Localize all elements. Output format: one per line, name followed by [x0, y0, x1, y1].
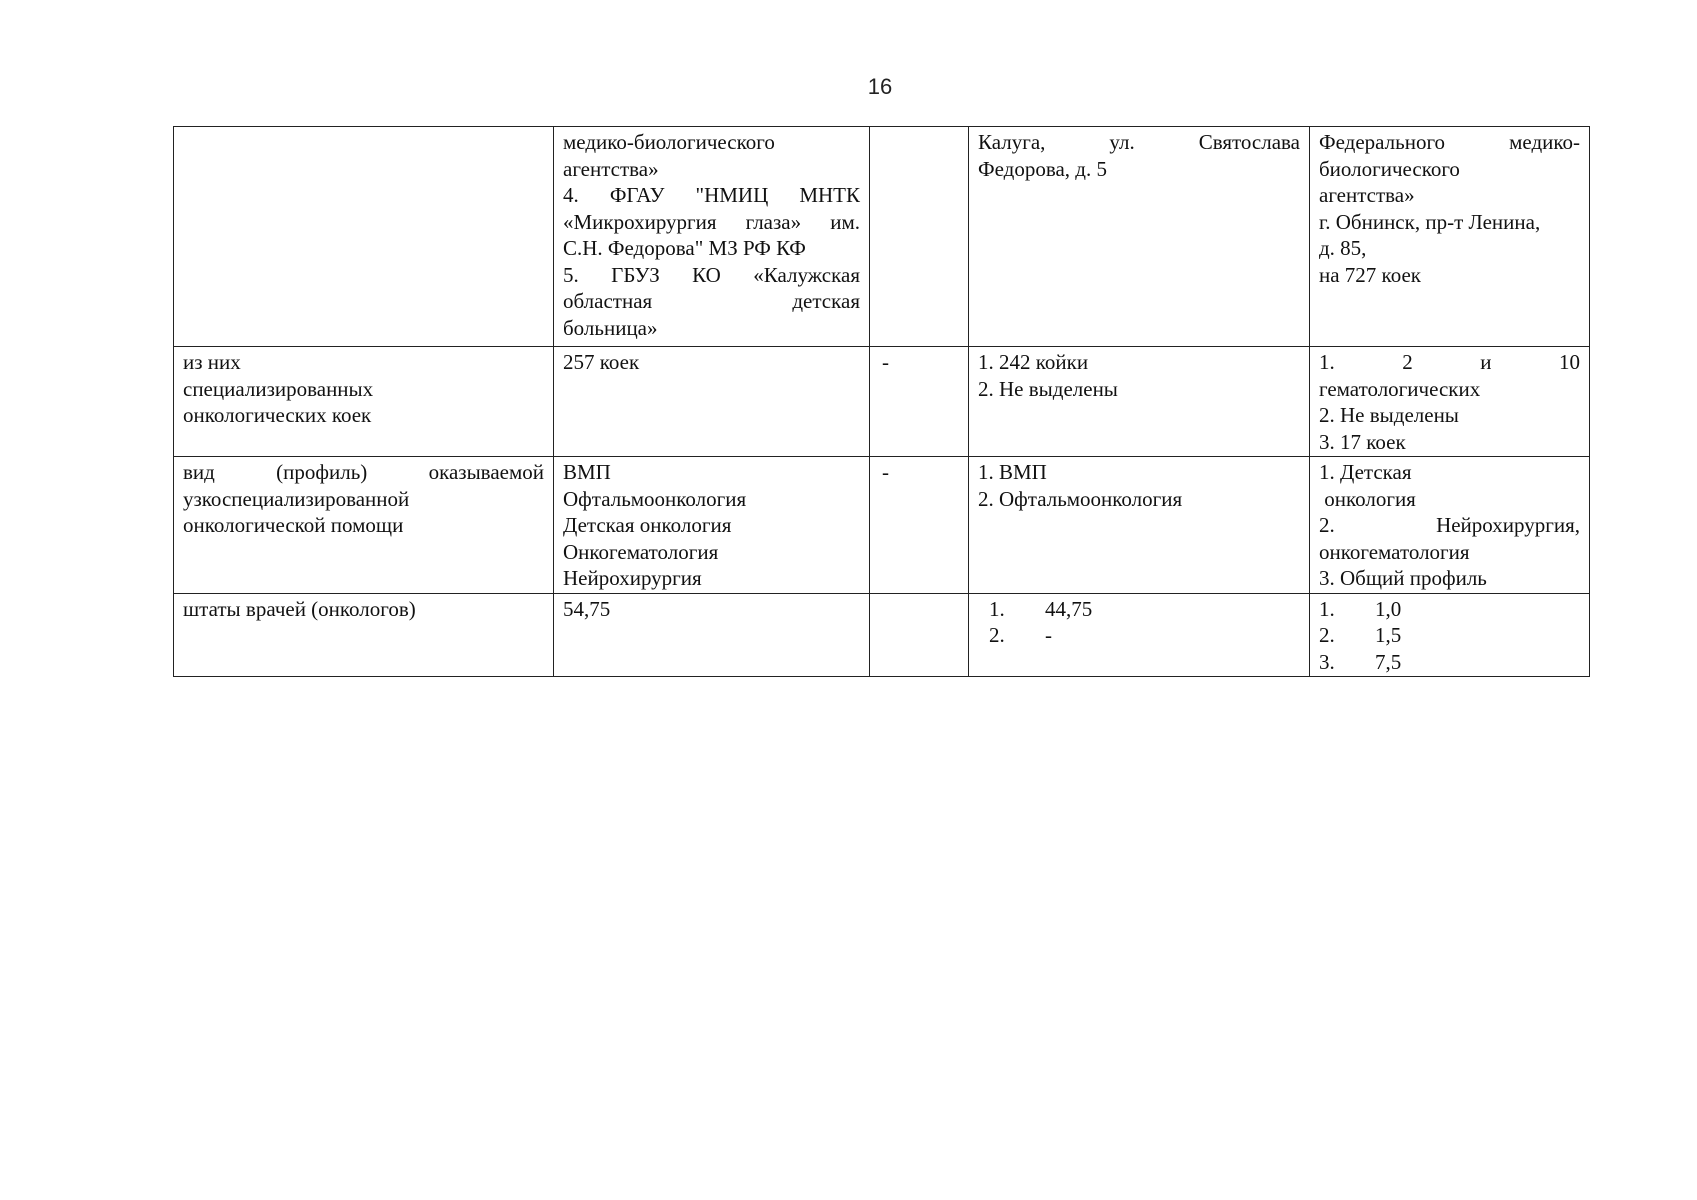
table-cell-label [174, 127, 554, 347]
table-cell-col3 [870, 593, 969, 677]
item-value: 1,0 [1375, 596, 1402, 621]
cell-line: узкоспециализированной [183, 486, 410, 511]
item-value: - [1045, 623, 1052, 647]
cell-line: 54,75 [563, 596, 611, 621]
numbered-item [989, 622, 1300, 649]
table-cell-label [174, 347, 554, 457]
table-cell-label [174, 457, 554, 594]
cell-line: Онкогематология [563, 539, 719, 564]
cell-line: 1. 242 койки [978, 350, 1089, 374]
item-value: 1,5 [1375, 623, 1402, 647]
cell-line: Федорова, д. 5 [978, 156, 1107, 181]
cell-line: С.Н. Федорова" МЗ РФ КФ [563, 236, 806, 260]
item-value: 7,5 [1375, 649, 1402, 674]
cell-line: Офтальмоонкология [563, 486, 747, 511]
cell-line: 2. Нейрохирургия, [1319, 513, 1580, 537]
cell-line: гематологических [1319, 376, 1481, 401]
numbered-item [1319, 649, 1580, 676]
cell-line: 257 коек [563, 350, 640, 374]
cell-line: Нейрохирургия [563, 566, 702, 590]
table-cell-address [969, 127, 1310, 347]
table-cell-institutions [554, 593, 870, 677]
table-cell-institutions [554, 347, 870, 457]
cell-line: 2. Не выделены [1319, 403, 1459, 427]
cell-line: биологического [1319, 156, 1460, 181]
table-cell-col3: - [870, 347, 969, 457]
table-cell-institutions [554, 457, 870, 594]
table-cell-address [969, 347, 1310, 457]
cell-line: «Микрохирургия глаза» им. [563, 209, 860, 234]
table-cell-label [174, 593, 554, 677]
cell-line: больница» [563, 315, 658, 340]
cell-line: Калуга, ул. Святослава [978, 130, 1300, 154]
cell-line: Детская онкология [563, 513, 732, 537]
item-number: 2. [1319, 623, 1335, 647]
table-cell-address [969, 593, 1310, 677]
data-table [173, 126, 1590, 677]
cell-line: специализированных [183, 376, 374, 401]
page-number: 16 [867, 74, 893, 99]
item-number: 1. [989, 596, 1005, 621]
cell-line: агентства» [563, 156, 659, 181]
cell-line: медико-биологического [563, 130, 775, 154]
cell-line: 4. ФГАУ "НМИЦ МНТК [563, 183, 860, 207]
cell-line: д. 85, [1319, 236, 1367, 260]
cell-line: 3. Общий профиль [1319, 566, 1487, 590]
cell-line: онкологических коек [183, 403, 372, 427]
cell-line: агентства» [1319, 183, 1415, 207]
table-cell-federal [1310, 347, 1590, 457]
table-cell-federal [1310, 457, 1590, 594]
cell-line: 1. 2 и 10 [1319, 350, 1580, 374]
cell-line: онкогематология [1319, 539, 1470, 564]
item-number: 3. [1319, 649, 1335, 674]
table-cell-institutions [554, 127, 870, 347]
table-row [174, 127, 1590, 347]
table-cell-col3: - [870, 457, 969, 594]
numbered-item [1319, 596, 1580, 623]
item-value: 44,75 [1045, 596, 1093, 621]
table-row [174, 347, 1590, 457]
table-row [174, 593, 1590, 677]
table-cell-col3 [870, 127, 969, 347]
cell-line: Федерального медико- [1319, 130, 1580, 154]
cell-line: вид (профиль) оказываемой [183, 460, 544, 484]
cell-line: онкологической помощи [183, 513, 404, 537]
cell-line: 1. ВМП [978, 460, 1047, 484]
numbered-item [989, 596, 1300, 623]
cell-line: 5. ГБУЗ КО «Калужская [563, 262, 860, 287]
cell-line: из них [183, 350, 241, 374]
cell-line: штаты врачей (онкологов) [183, 596, 416, 621]
numbered-item [1319, 622, 1580, 649]
item-number: 2. [989, 623, 1005, 647]
table-cell-federal [1310, 593, 1590, 677]
cell-line: онкология [1319, 486, 1416, 511]
cell-line: 1. Детская [1319, 460, 1412, 484]
table-cell-federal [1310, 127, 1590, 347]
table-cell-address [969, 457, 1310, 594]
cell-line: 3. 17 коек [1319, 429, 1406, 454]
cell-line: ВМП [563, 460, 611, 484]
cell-line: 2. Офтальмоонкология [978, 486, 1183, 511]
cell-line: на 727 коек [1319, 262, 1421, 287]
item-number: 1. [1319, 596, 1335, 621]
cell-line: г. Обнинск, пр-т Ленина, [1319, 209, 1541, 234]
table-row [174, 457, 1590, 594]
cell-line: 2. Не выделены [978, 376, 1118, 401]
cell-line: областная детская [563, 289, 860, 313]
